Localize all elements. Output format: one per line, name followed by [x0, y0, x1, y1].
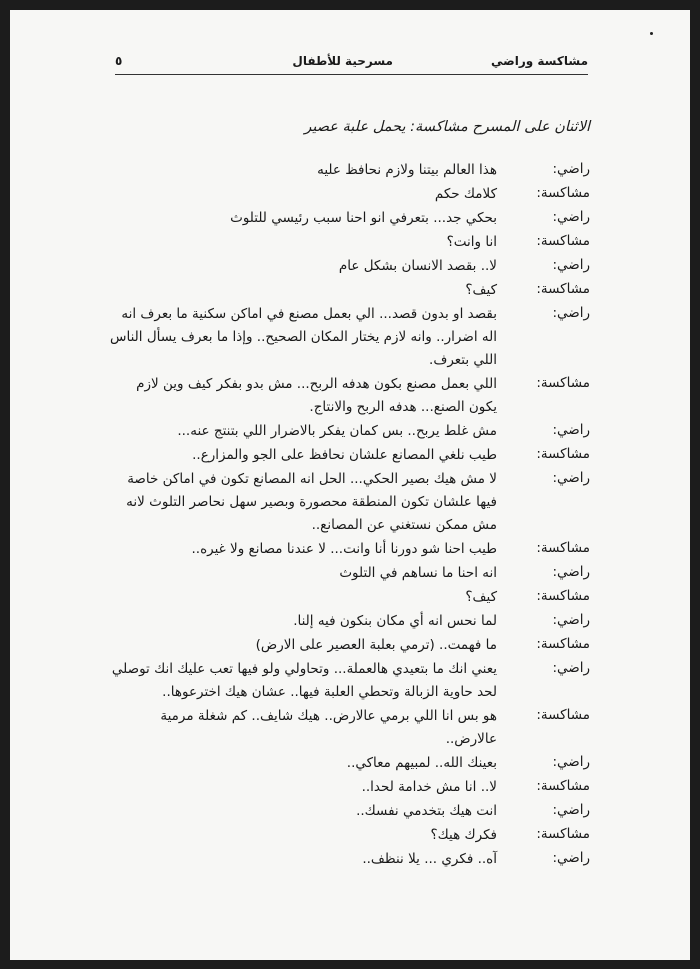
line-text: كيف؟ [465, 282, 497, 298]
page-speck [650, 32, 653, 35]
dialogue-line [105, 776, 590, 799]
speaker: راضي: [552, 305, 590, 321]
line-text: هو بس انا اللي برمي عالارض.. هيك شايف.. كم شغلة مرمية عالارض.. [160, 708, 497, 747]
speaker: راضي: [552, 161, 590, 177]
line-text: لا.. بقصد الانسان بشكل عام [338, 258, 497, 274]
dialogue-line [105, 255, 590, 278]
line-text: طيب احنا شو دورنا أنا وانت... لا عندنا مصانع ولا غيره.. [191, 541, 497, 557]
line-text: لا مش هيك بصير الحكي... الحل انه المصانع تكون في اماكن خاصة فيها علشان تكون المنطقة محصورة وبصير سهل نحاصر التلوث لانه مش ممكن نستغني عن المصانع.. [126, 471, 497, 533]
speaker: راضي: [552, 660, 590, 676]
speaker: مشاكسة: [536, 778, 590, 794]
speaker: مشاكسة: [536, 281, 590, 297]
dialogue-line [105, 159, 590, 182]
line-text: انه احنا ما نساهم في التلوث [339, 565, 497, 581]
dialogue-line [105, 444, 590, 467]
dialogue-line [105, 231, 590, 254]
line-text: انت هيك بتخدمي نفسك.. [356, 803, 497, 819]
dialogue-line [105, 610, 590, 633]
line-text: مش غلط يربح.. بس كمان يفكر بالاضرار اللي بتنتج عنه... [177, 423, 497, 439]
dialogue-line [105, 586, 590, 609]
line-text: يعني انك ما بتعيدي هالعملة... وتحاولي ولو فيها تعب عليك انك توصلي لحد حاوية الزبالة وتحطي العلبة فيها.. عشان هيك اخترعوها.. [111, 661, 497, 700]
dialogue-line [105, 658, 590, 704]
speaker: راضي: [552, 470, 590, 486]
line-text: لما نحس انه أي مكان بنكون فيه إلنا. [293, 613, 497, 629]
dialogue-line [105, 538, 590, 561]
line-text: بحكي جد... بتعرفي انو احنا سبب رئيسي للتلوث [230, 210, 497, 226]
line-text: طيب نلغي المصانع علشان نحافظ على الجو والمزارع.. [192, 447, 497, 463]
speaker: راضي: [552, 754, 590, 770]
line-text: آه.. فكري ... يلا ننظف.. [362, 851, 497, 867]
dialogue-line [105, 303, 590, 372]
dialogue-line [105, 634, 590, 657]
page-number: ٥ [115, 54, 123, 68]
dialogue-line [105, 420, 590, 443]
dialogue-line [105, 373, 590, 419]
speaker: راضي: [552, 850, 590, 866]
dialogue-line [105, 824, 590, 847]
line-text: فكرك هيك؟ [430, 827, 497, 843]
line-text: بعينك الله.. لمبيهم معاكي.. [346, 755, 497, 771]
line-text: لا.. انا مش خدامة لحدا.. [361, 779, 497, 795]
dialogue-line [105, 468, 590, 537]
line-text: كلامك حكم [434, 186, 497, 202]
line-text: انا وانت؟ [446, 234, 497, 250]
speaker: مشاكسة: [536, 233, 590, 249]
speaker: مشاكسة: [536, 707, 590, 723]
speaker: مشاكسة: [536, 588, 590, 604]
dialogue-line [105, 800, 590, 823]
speaker: مشاكسة: [536, 185, 590, 201]
dialogue-line [105, 562, 590, 585]
speaker: راضي: [552, 209, 590, 225]
speaker: راضي: [552, 564, 590, 580]
book-title: مشاكسة وراضي [490, 54, 588, 68]
document-page [10, 10, 690, 960]
dialogue-line [105, 207, 590, 230]
book-subtitle: مسرحية للأطفال [292, 54, 393, 68]
speaker: راضي: [552, 802, 590, 818]
speaker: راضي: [552, 422, 590, 438]
speaker: راضي: [552, 612, 590, 628]
page-header [115, 52, 588, 75]
speaker: مشاكسة: [536, 540, 590, 556]
line-text: كيف؟ [465, 589, 497, 605]
line-text: ما فهمت.. (ترمي بعلبة العصير على الارض) [255, 637, 497, 653]
speaker: مشاكسة: [536, 826, 590, 842]
stage-direction: الاثنان على المسرح مشاكسة: يحمل علبة عصير [304, 119, 590, 135]
dialogue-line [105, 705, 590, 751]
speaker: مشاكسة: [536, 636, 590, 652]
speaker: راضي: [552, 257, 590, 273]
dialogue-line [105, 848, 590, 871]
speaker: مشاكسة: [536, 375, 590, 391]
line-text: اللي بعمل مصنع بكون هدفه الربح... مش بدو بفكر كيف وين لازم يكون الصنع... هدفه الربح والانتاج. [136, 376, 497, 415]
speaker: مشاكسة: [536, 446, 590, 462]
dialogue-line [105, 183, 590, 206]
dialogue-line [105, 279, 590, 302]
dialogue-line [105, 752, 590, 775]
line-text: بقصد او بدون قصد... الي بعمل مصنع في اماكن سكنية ما بعرف انه اله اضرار.. وانه لازم يختار المكان الصحيح.. وإذا ما بعرف يسأل الناس اللي بتعرف. [110, 306, 497, 368]
line-text: هذا العالم بيتنا ولازم نحافظ عليه [317, 162, 497, 178]
dialogue-list [105, 159, 590, 872]
